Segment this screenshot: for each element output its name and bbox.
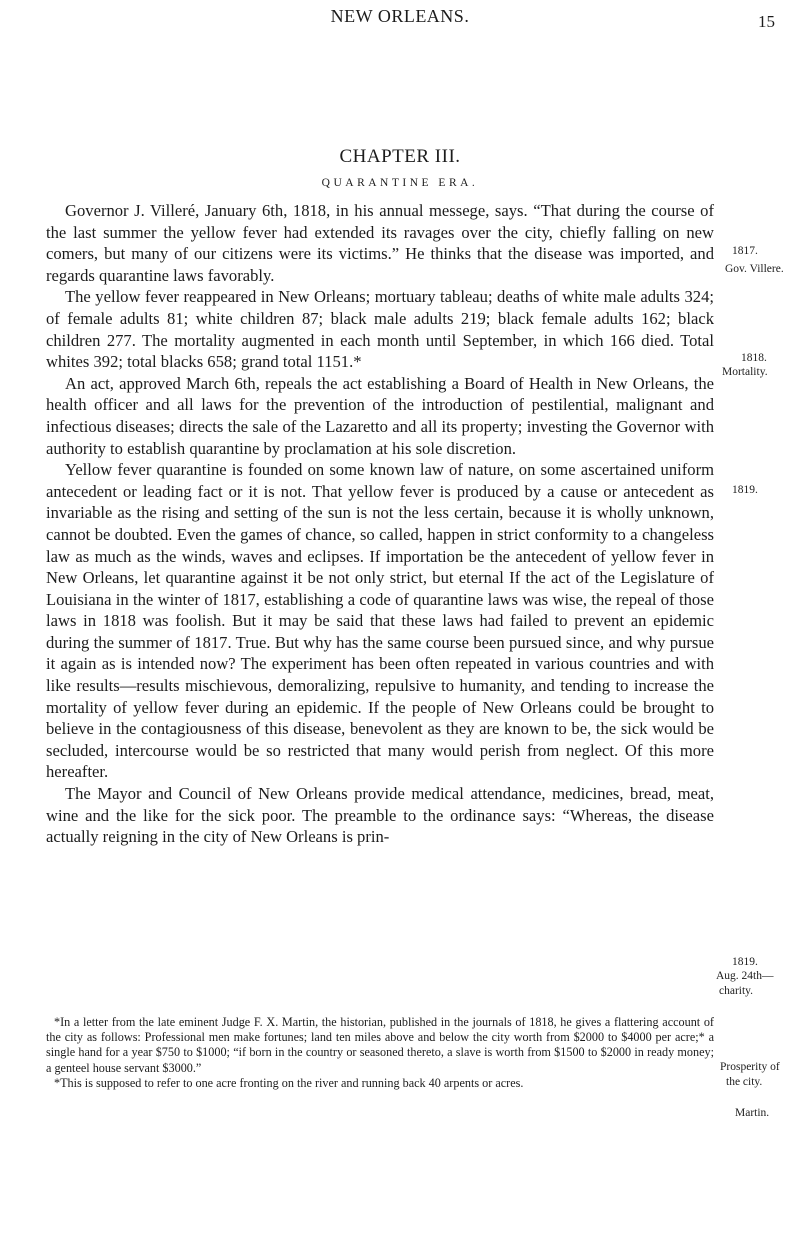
- running-head: NEW ORLEANS.: [330, 6, 470, 26]
- chapter-title: CHAPTER III.: [339, 146, 461, 167]
- margin-note-1819-year: 1819.: [732, 484, 758, 496]
- page-number: 15: [758, 12, 775, 31]
- margin-note-prosperity: Prosperity of: [720, 1061, 780, 1073]
- margin-note-gov-villere: Gov. Villere.: [725, 263, 784, 275]
- margin-note-1819b-year: 1819.: [732, 956, 758, 968]
- paragraph-mortality: The yellow fever reappeared in New Orleans; mortuary tableau; deaths of white male adults 324; of female adults 81; white children 87; black male adults 219; black female adults 162; black children 277. The mortality augmented in each month until September, in which 166 died. Total whites 392; total blacks 658; grand total 1151.*: [46, 287, 714, 372]
- footnote-martin-letter: *In a letter from the late eminent Judge F. X. Martin, the historian, published in the journals of 1818, he gives a flattering account of the city as follows: Professional men make fortunes; land ten miles above and below the city worth from $2000 to $4000 per acre;* a single hand for a year $750 to $1000; “if born in the country or seasoned thereto, a slave is worth from $1500 to $2000 in ready money; a genteel house servant $3000.”: [46, 1015, 714, 1075]
- margin-note-aug-24th: Aug. 24th—: [716, 970, 774, 982]
- chapter-subtitle: QUARANTINE ERA.: [321, 177, 479, 189]
- paragraph-governor-message: Governor J. Villeré, January 6th, 1818, in his annual messege, says. “That during the course of the last summer the yellow fever had extended its ravages over the city, chiefly falling on new comers, but many of our citizens were its victims.” He thinks that the disease was imported, and regards quarantine laws favorably.: [46, 201, 714, 285]
- margin-note-the-city: the city.: [726, 1076, 763, 1088]
- paragraph-mayor-council: The Mayor and Council of New Orleans provide medical attendance, medicines, bread, meat, wine and the like for the sick poor. The preamble to the ordinance says: “Whereas, the disease actually reigning in the city of New Orleans is prin-: [46, 784, 714, 847]
- paragraph-quarantine-argument: Yellow fever quarantine is founded on some known law of nature, on some ascertained uniform antecedent or leading fact or it is not. That yellow fever is produced by a cause or antecedent as invariable as the rising and setting of the sun is not the less certain, because it is wholly unknown, cannot be doubted. Even the games of chance, so called, happen in strict conformity to a changeless law as much as the winds, waves and eclipses. If importation be the antecedent of yellow fever in New Orleans, let quarantine against it be not only strict, but eternal If the act of the Legislature of Louisiana in the winter of 1817, establishing a code of quarantine laws was wise, the repeal of those laws in 1818 was foolish. But it may be said that these laws had failed to prevent an epidemic during the summer of 1817. True. But why has the same course been pursued since, and why pursue it again as is intended now? The experiment has been often repeated in various countries and with like results—results mischievous, demoralizing, repulsive to humanity, and tending to increase the mortality of yellow fever during an epidemic. If the people of New Orleans could be brought to believe in the contagiousness of this disease, benevolent as they are known to be, the sick would be secluded, intercourse would be so restricted that many would perish from neglect. Of this more hereafter.: [46, 460, 714, 782]
- margin-note-1818-year: 1818.: [741, 352, 767, 364]
- body-text: [46, 200, 714, 848]
- margin-note-1817-year: 1817.: [732, 245, 758, 257]
- margin-note-mortality: Mortality.: [722, 366, 768, 378]
- margin-note-charity: charity.: [719, 985, 754, 997]
- margin-note-martin: Martin.: [735, 1107, 770, 1119]
- paragraph-act-repeal: An act, approved March 6th, repeals the act establishing a Board of Health in New Orleans, the health officer and all laws for the prevention of the introduction of pestilential, malignant and infectious diseases; directs the sale of the Lazaretto and all its property; investing the Governor with authority to establish quarantine by proclamation at his sole discretion.: [46, 373, 714, 458]
- footnotes: [46, 1015, 714, 1091]
- footnote-acre-definition: *This is supposed to refer to one acre fronting on the river and running back 40 arpents or acres.: [54, 1075, 524, 1090]
